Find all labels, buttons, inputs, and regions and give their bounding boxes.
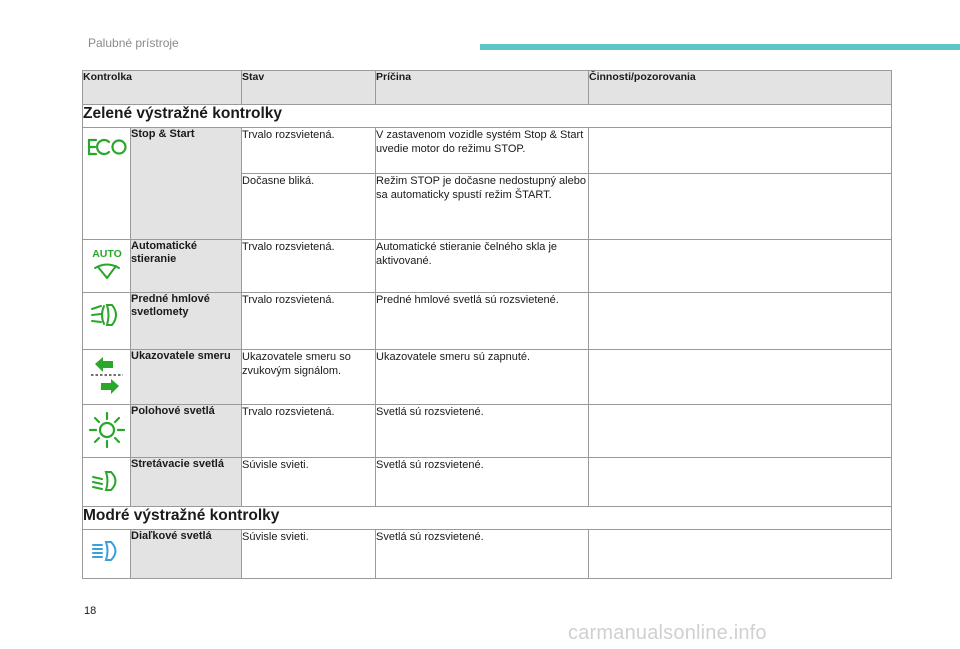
table-row [83, 530, 892, 579]
row-action [589, 350, 892, 405]
row-cause: Ukazovatele smeru sú zapnuté. [376, 350, 589, 405]
row-cause: Svetlá sú rozsvietené. [376, 530, 589, 579]
table-row [83, 293, 892, 350]
front-fog-lights-icon [90, 302, 124, 331]
main-beam-icon [91, 540, 123, 565]
table-row [83, 128, 892, 174]
row-state: Ukazovatele smeru so zvukovým signálom. [242, 350, 376, 405]
row-action [589, 128, 892, 174]
row-state: Trvalo rozsvietená. [242, 293, 376, 350]
turn-signal-arrows-icon [89, 355, 125, 398]
row-action [589, 458, 892, 507]
column-header-stav: Stav [242, 71, 376, 105]
row-name: Predné hmlové svetlomety [131, 293, 242, 350]
table-row [83, 350, 892, 405]
row-state: Trvalo rozsvietená. [242, 128, 376, 174]
row-state: Súvisle svieti. [242, 530, 376, 579]
row-action [589, 293, 892, 350]
auto-wiper-icon [89, 246, 125, 285]
eco-icon [86, 137, 128, 160]
row-state: Dočasne bliká. [242, 174, 376, 240]
table-row [83, 405, 892, 458]
row-cause: V zastavenom vozidle systém Stop & Start uvedie motor do režimu STOP. [376, 128, 589, 174]
position-lights-icon [88, 411, 126, 452]
column-header-kontrolka: Kontrolka [83, 71, 242, 105]
row-state: Trvalo rozsvietená. [242, 405, 376, 458]
table-row [83, 240, 892, 293]
table-row [83, 458, 892, 507]
table-header-row [83, 71, 892, 105]
row-cause: Automatické stieranie čelného skla je aktivované. [376, 240, 589, 293]
row-state: Súvisle svieti. [242, 458, 376, 507]
watermark: carmanualsonline.info [568, 622, 767, 644]
row-cause: Svetlá sú rozsvietené. [376, 458, 589, 507]
auto-label: AUTO [91, 248, 122, 260]
row-name: Polohové svetlá [131, 405, 242, 458]
column-header-cinnosti: Činnosti/pozorovania [589, 71, 892, 105]
row-action [589, 530, 892, 579]
row-state: Trvalo rozsvietená. [242, 240, 376, 293]
row-cause: Režim STOP je dočasne nedostupný alebo sa automaticky spustí režim ŠTART. [376, 174, 589, 240]
row-name: Stretávacie svetlá [131, 458, 242, 507]
row-action [589, 174, 892, 240]
row-name: Stop & Start [131, 128, 242, 240]
row-name: Automatické stieranie [131, 240, 242, 293]
row-name: Diaľkové svetlá [131, 530, 242, 579]
dipped-beam-icon [91, 470, 123, 495]
row-name: Ukazovatele smeru [131, 350, 242, 405]
section-title-blue: Modré výstražné kontrolky [83, 507, 892, 530]
page-header-title: Palubné prístroje [88, 36, 179, 50]
row-cause: Svetlá sú rozsvietené. [376, 405, 589, 458]
section-title-green: Zelené výstražné kontrolky [83, 105, 892, 128]
warning-lights-table [82, 70, 892, 579]
row-action [589, 240, 892, 293]
row-cause: Predné hmlové svetlá sú rozsvietené. [376, 293, 589, 350]
column-header-pricina: Príčina [376, 71, 589, 105]
header-accent-bar [480, 44, 960, 50]
page-number: 18 [84, 605, 97, 617]
row-action [589, 405, 892, 458]
